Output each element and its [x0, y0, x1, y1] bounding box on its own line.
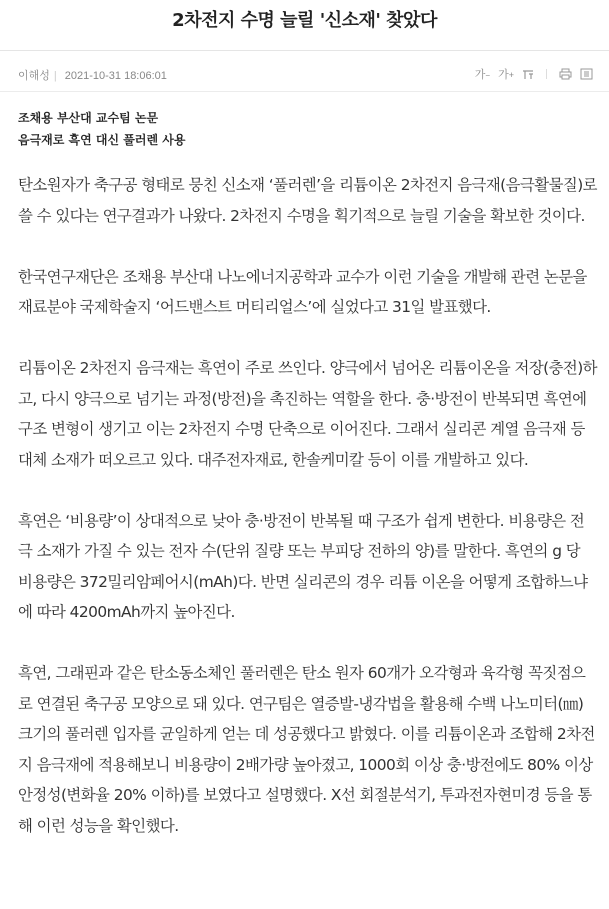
share-icon: [580, 68, 593, 80]
article-body: [18, 170, 598, 872]
font-setting-icon: [522, 69, 534, 80]
article-subtitles: [18, 107, 185, 151]
toolbar-divider: [546, 69, 547, 79]
article-toolbar: [473, 66, 595, 82]
title-divider: [0, 50, 609, 51]
body-paragraph: 한국연구재단은 조채용 부산대 나노에너지공학과 교수가 이런 기술을 개발해 관련 논문을 재료분야 국제학술지 ‘어드밴스트 머티리얼스’에 실었다고 31일 발표했다.: [18, 267, 587, 316]
subtitle-line: 음극재로 흑연 대신 풀러렌 사용: [18, 133, 186, 147]
font-decrease-label: 가: [474, 69, 486, 81]
font-decrease-button[interactable]: 가−: [474, 69, 491, 81]
article-meta: [18, 67, 167, 83]
print-button[interactable]: [557, 68, 574, 80]
print-icon: [559, 68, 572, 80]
body-paragraph: 리튬이온 2차전지 음극재는 흑연이 주로 쓰인다. 양극에서 넘어온 리튬이온을 저장(충전)하고, 다시 양극으로 넘기는 과정(방전)을 촉진하는 역할을 한다. 충·방전이 반복되면 흑연에 구조 변형이 생기고 이는 2차전지 수명 단축으로 이어진다. 그래서 실리콘 계열 음극재 등 대체 소재가 떠오르고 있다. 대주전자재료, 한솔케미칼 등이 이를 개발하고 있다.: [18, 359, 597, 469]
publish-datetime: 2021-10-31 18:06:01: [64, 70, 167, 82]
font-increase-label: 가: [498, 69, 509, 81]
body-paragraph: 흑연, 그래핀과 같은 탄소동소체인 풀러렌은 탄소 원자 60개가 오각형과 육각형 꼭짓점으로 연결된 축구공 모양으로 돼 있다. 연구팀은 열증발-냉각법을 활용해 수백 나노미터(㎚) 크기의 풀러렌 입자를 균일하게 얻는 데 성공했다고 밝혔다. 이를 리튬이온과 조합해 2차전지 음극재에 적용해보니 비용량이 2배가량 높아졌고, 1000회 이상 충·방전에도 80% 이상 안정성(변화율 20% 이하)를 보였다고 설명했다. X선 회절분석기, 투과전자현미경 등을 통해 이런 성능을 확인했다.: [18, 664, 595, 835]
meta-separator: |: [53, 70, 57, 82]
meta-divider: [0, 91, 609, 92]
subtitle-line: 조채용 부산대 교수팀 논문: [18, 111, 159, 125]
body-paragraph: 탄소원자가 축구공 형태로 뭉친 신소재 ‘풀러렌’을 리튬이온 2차전지 음극재(음극활물질)로 쓸 수 있다는 연구결과가 나왔다. 2차전지 수명을 획기적으로 늘릴 기술을 확보한 것이다.: [18, 176, 597, 225]
font-increase-button[interactable]: 가+: [498, 69, 514, 81]
article-title: 2차전지 수명 늘릴 '신소재' 찾았다: [172, 10, 437, 31]
share-button[interactable]: [578, 68, 595, 80]
body-paragraph: 흑연은 ‘비용량’이 상대적으로 낮아 충·방전이 반복될 때 구조가 쉽게 변한다. 비용량은 전극 소재가 가질 수 있는 전자 수(단위 질량 또는 부피당 전하의 양)를 말한다. 흑연의 g 당 비용량은 372밀리암페어시(mAh)다. 반면 실리콘의 경우 리튬 이온을 어떻게 조합하느냐에 따라 4200mAh까지 높아진다.: [18, 511, 588, 621]
author-name[interactable]: 이해성: [18, 70, 50, 82]
font-setting-button[interactable]: [520, 69, 536, 80]
